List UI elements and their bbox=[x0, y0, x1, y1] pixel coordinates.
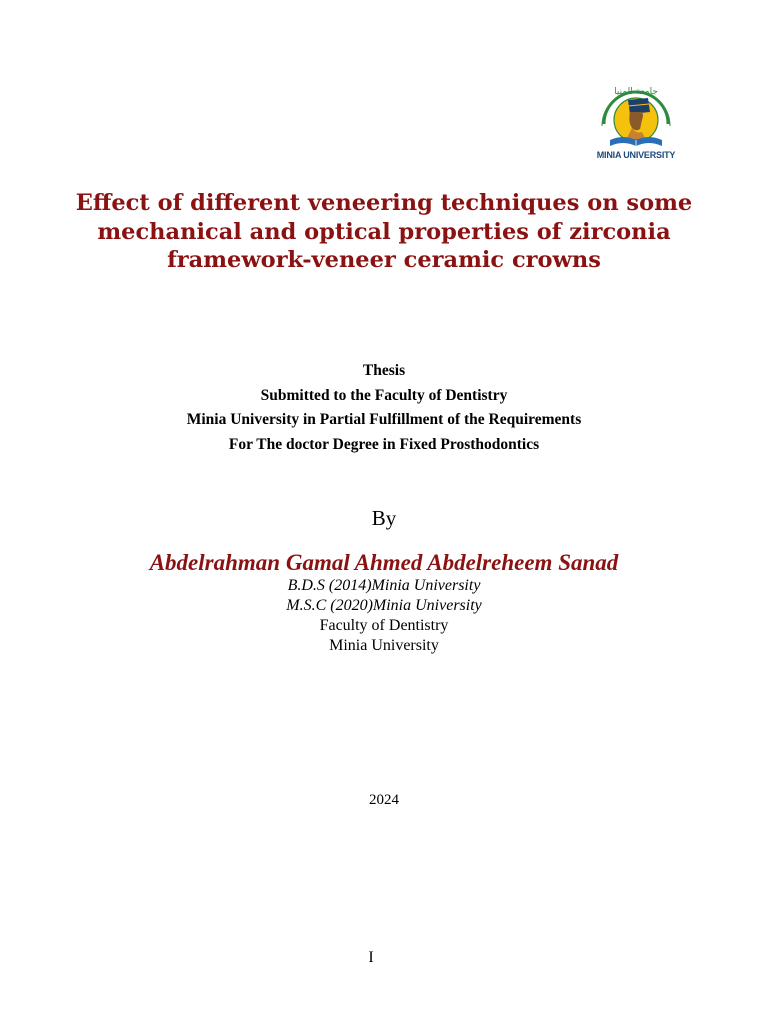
degree-line: M.S.C (2020)Minia University bbox=[286, 597, 482, 614]
by-label: By bbox=[371, 506, 397, 530]
page-number: I bbox=[368, 949, 374, 966]
submission-statement bbox=[60, 359, 708, 457]
submission-line: Thesis bbox=[362, 362, 406, 379]
title-line: Effect of different veneering techniques on some bbox=[75, 190, 693, 216]
affiliation-line: Faculty of Dentistry bbox=[319, 617, 449, 634]
submission-line: For The doctor Degree in Fixed Prosthodontics bbox=[228, 435, 540, 453]
title-line: framework-veneer ceramic crowns bbox=[167, 247, 601, 273]
affiliation-line: Minia University bbox=[329, 637, 439, 654]
university-logo bbox=[592, 82, 680, 164]
title-line: mechanical and optical properties of zirconia bbox=[97, 218, 671, 245]
submission-line: Minia University in Partial Fulfillment of the Requirements bbox=[186, 411, 582, 428]
submission-line: Submitted to the Faculty of Dentistry bbox=[260, 386, 508, 404]
logo-caption: MINIA UNIVERSITY bbox=[596, 150, 676, 160]
author-credentials bbox=[0, 576, 768, 656]
nefertiti-bust-emblem-icon bbox=[592, 82, 680, 152]
thesis-title bbox=[40, 189, 728, 275]
author-name: Abdelrahman Gamal Ahmed Abdelreheem Sanad bbox=[149, 550, 619, 575]
degree-line: B.D.S (2014)Minia University bbox=[287, 577, 481, 594]
logo-arabic-text: جامعة المنيا bbox=[614, 87, 658, 97]
thesis-year: 2024 bbox=[369, 792, 399, 808]
